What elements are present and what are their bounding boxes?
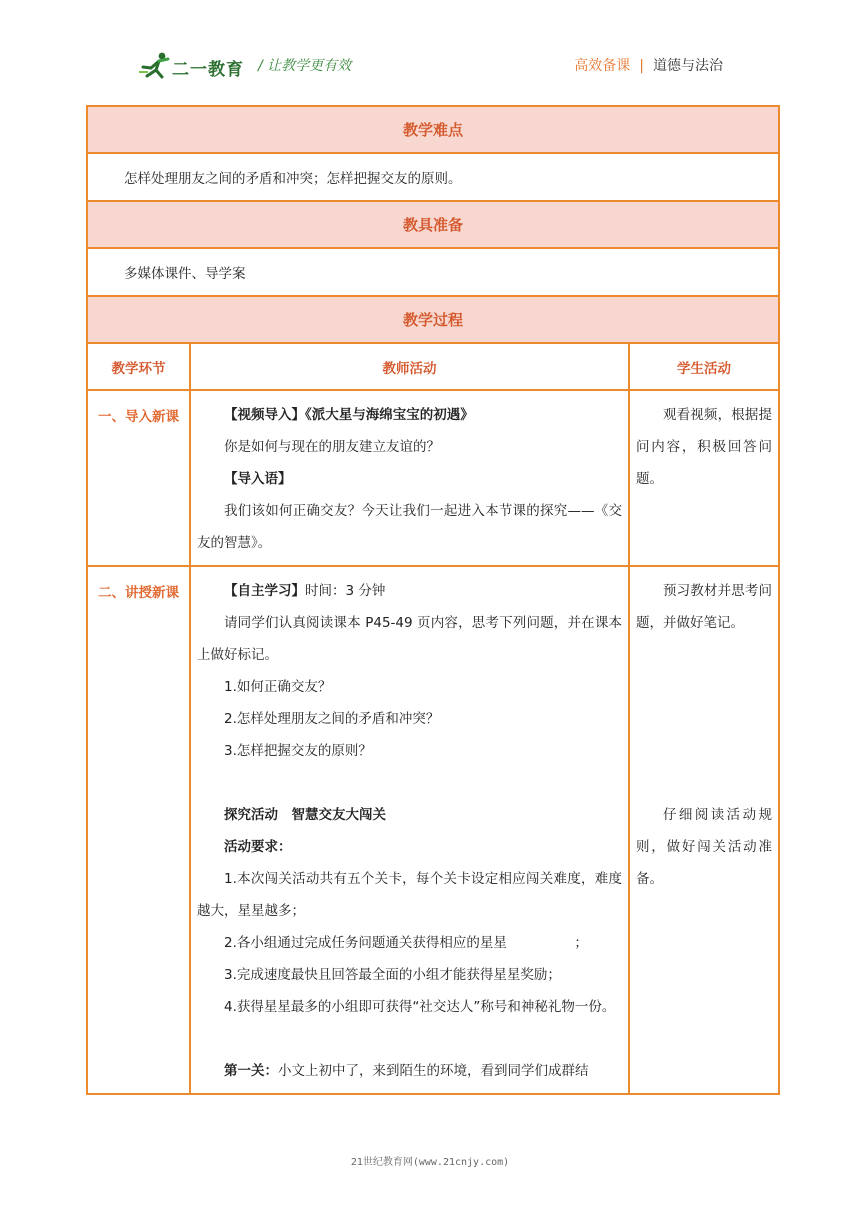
rule-2: 2.各小组通过完成任务问题通关获得相应的星星 ； bbox=[224, 935, 588, 951]
slogan: / 让教学更有效 bbox=[258, 58, 352, 74]
logo-text: 二一教育 bbox=[172, 60, 244, 80]
col-student-header: 学生活动 bbox=[629, 343, 779, 390]
header-category: 高效备课 bbox=[574, 58, 631, 74]
video-intro: 【视频导入】《派大星与海绵宝宝的初遇》 bbox=[224, 407, 474, 423]
spacer bbox=[636, 767, 772, 799]
spacer bbox=[636, 671, 772, 703]
difficulty-title-row bbox=[87, 106, 779, 153]
difficulty-title: 教学难点 bbox=[87, 106, 779, 153]
tools-title-row bbox=[87, 201, 779, 248]
runner-logo-icon bbox=[138, 50, 174, 80]
student-activity bbox=[629, 566, 779, 1094]
activity-requirements-label: 活动要求： bbox=[224, 839, 292, 855]
student-text: 观看视频，根据提问内容，积极回答问题。 bbox=[636, 407, 772, 487]
intro-text: 我们该如何正确交友？今天让我们一起进入本节课的探究——《交友的智慧》。 bbox=[197, 503, 622, 551]
teacher-activity bbox=[190, 566, 629, 1094]
reading-instruction: 请同学们认真阅读课本 P45-49 页内容，思考下列问题，并在课本上做好标记。 bbox=[197, 615, 622, 663]
spacer bbox=[636, 703, 772, 735]
spacer bbox=[636, 639, 772, 671]
tools-row bbox=[87, 248, 779, 296]
table-row bbox=[87, 566, 779, 1094]
question-3: 3.怎样把握交友的原则？ bbox=[224, 743, 372, 759]
header-separator: | bbox=[639, 58, 644, 74]
page-footer: 21世纪教育网(www.21cnjy.com) bbox=[350, 1157, 510, 1168]
student-text: 仔细阅读活动规则，做好闯关活动准备。 bbox=[636, 807, 772, 887]
question-2: 2.怎样处理朋友之间的矛盾和冲突？ bbox=[224, 711, 440, 727]
difficulty-text: 怎样处理朋友之间的矛盾和冲突；怎样把握交友的原则。 bbox=[87, 153, 779, 201]
tools-text: 多媒体课件、导学案 bbox=[87, 248, 779, 296]
stage-label: 一、导入新课 bbox=[87, 390, 190, 566]
rule-4: 4.获得星星最多的小组即可获得“社交达人”称号和神秘礼物一份。 bbox=[224, 999, 616, 1015]
spacer bbox=[197, 1023, 622, 1055]
header-right bbox=[574, 55, 723, 75]
level-1-line bbox=[197, 1055, 622, 1087]
page-header bbox=[0, 0, 860, 100]
difficulty-row bbox=[87, 153, 779, 201]
col-stage-header: 教学环节 bbox=[87, 343, 190, 390]
rule-3: 3.完成速度最快且回答最全面的小组才能获得星星奖励； bbox=[224, 967, 561, 983]
col-teacher-header: 教师活动 bbox=[190, 343, 629, 390]
self-study-time: 时间：3 分钟 bbox=[305, 583, 386, 599]
level-1-text: 小文上初中了，来到陌生的环境，看到同学们成群结 bbox=[278, 1063, 589, 1079]
column-header-row bbox=[87, 343, 779, 390]
self-study-line bbox=[197, 575, 622, 607]
rule-1: 1.本次闯关活动共有五个关卡，每个关卡设定相应闯关难度，难度越大，星星越多； bbox=[197, 871, 622, 919]
lesson-plan-table bbox=[86, 105, 780, 1095]
student-activity bbox=[629, 390, 779, 566]
stage-label: 二、讲授新课 bbox=[87, 566, 190, 1094]
question-1: 1.如何正确交友？ bbox=[224, 679, 332, 695]
level-1-label: 第一关： bbox=[224, 1063, 278, 1079]
header-subject: 道德与法治 bbox=[653, 58, 723, 74]
process-title-row bbox=[87, 296, 779, 343]
self-study-label: 【自主学习】 bbox=[224, 583, 305, 599]
process-title: 教学过程 bbox=[87, 296, 779, 343]
activity-title: 探究活动 智慧交友大闯关 bbox=[224, 807, 386, 823]
teacher-activity bbox=[190, 390, 629, 566]
intro-question: 你是如何与现在的朋友建立友谊的？ bbox=[224, 439, 440, 455]
spacer bbox=[197, 767, 622, 799]
table-row bbox=[87, 390, 779, 566]
tools-title: 教具准备 bbox=[87, 201, 779, 248]
spacer bbox=[636, 735, 772, 767]
intro-label: 【导入语】 bbox=[224, 471, 292, 487]
student-text: 预习教材并思考问题，并做好笔记。 bbox=[636, 583, 772, 631]
